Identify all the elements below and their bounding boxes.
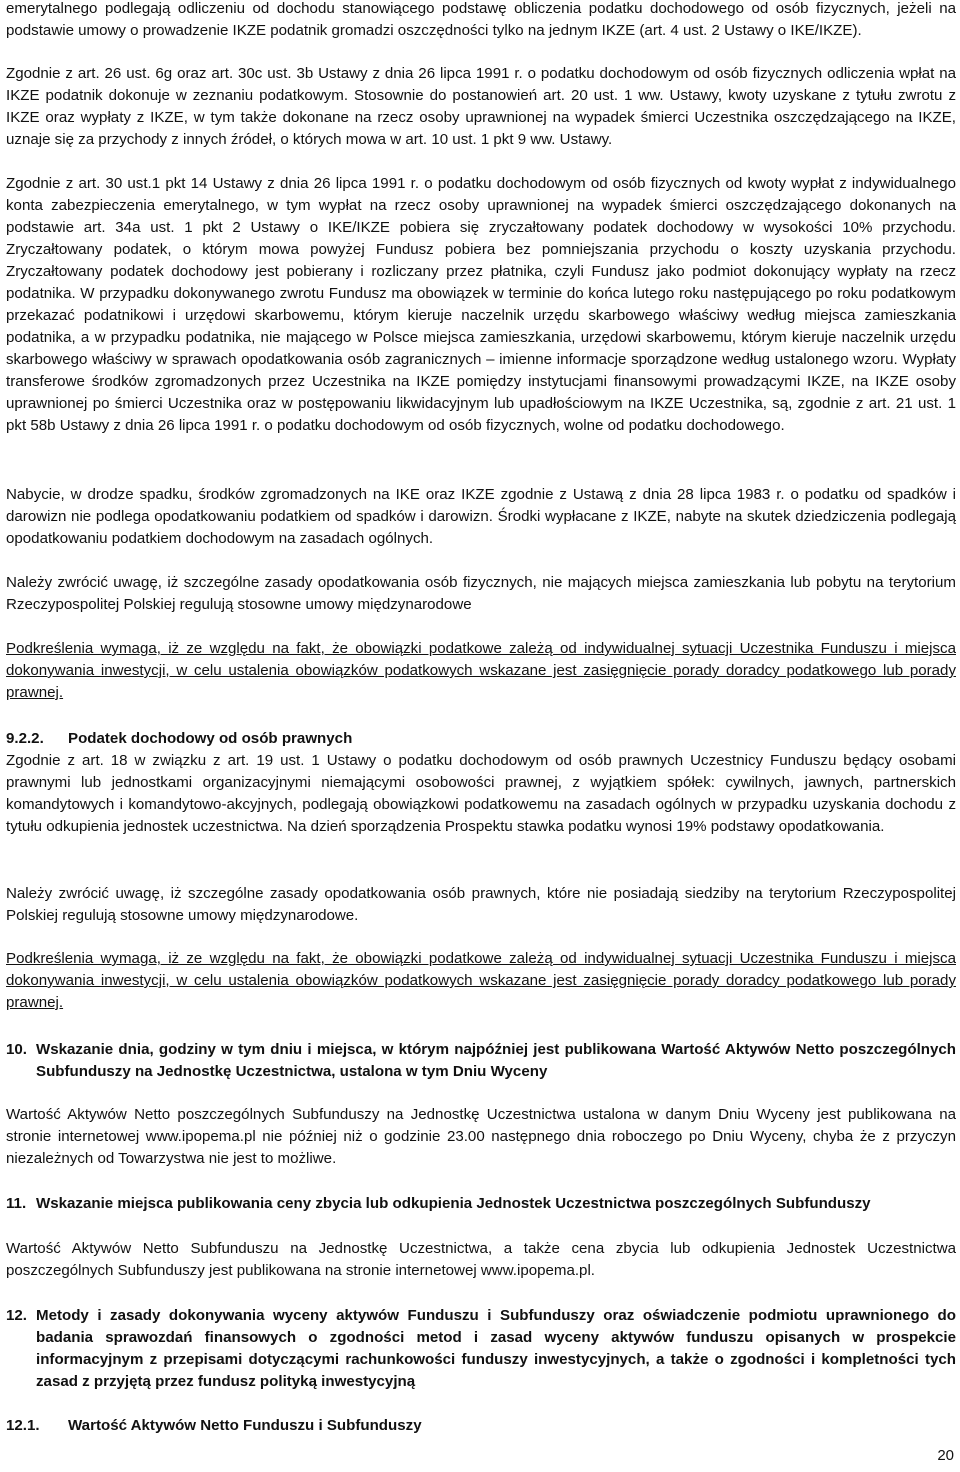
paragraph-ikze-deduction: emerytalnego podlegają odliczeniu od dochodu stanowiącego podstawę obliczenia podatku dochodowego od osób fizycznych, jeżeli na podstawie umowy o prowadzenie IKZE podatnik gromadzi oszczędności tylko na jednym IKZE (art. 4 ust. 2 Ustawy o IKE/IKZE). [6,0,956,39]
page-number: 20 [937,1447,954,1464]
subsection-number: 9.2.2. [6,730,44,747]
section-10-heading [6,1039,956,1083]
paragraph-legal-persons-tax: Zgodnie z art. 18 w związku z art. 19 ust. 1 Ustawy o podatku dochodowym od osób prawnych Uczestnicy Funduszu będący osobami prawnymi lub jednostkami organizacyjnymi niemającymi osobowości prawnej, z wyjątkiem spółek: cywilnych, jawnych, partnerskich komandytowych i komandytowo-akcyjnych, podlegają obowiązkowi podatkowemu na zasadach ogólnych w przypadku uzyskania dochodu z tytułu odkupienia jednostek uczestnictwa. Na dzień sporządzenia Prospektu stawka podatku wynosi 19% podstawy opodatkowania. [6,752,956,835]
paragraph-flat-rate-tax: Zgodnie z art. 30 ust.1 pkt 14 Ustawy z dnia 26 lipca 1991 r. o podatku dochodowym od osób fizycznych od kwoty wypłat z indywidualnego konta zabezpieczenia emerytalnego, w tym wypłat na rzecz osoby uprawnionej na wypadek śmierci oszczędzającego dokonanych na podstawie art. 34a ust. 1 pkt 2 Ustawy o IKE/IKZE pobiera się zryczałtowany podatek dochodowy w wysokości 10% przychodu. Zryczałtowany podatek, o którym mowa powyżej Fundusz pobiera bez pomniejszania przychodu o koszty uzyskania przychodu. Zryczałtowany podatek dochodowy jest pobierany i rozliczany przez płatnika, czyli Fundusz jako podmiot dokonujący wypłaty na rzecz podatnika. W przypadku dokonywanego zwrotu Fundusz ma obowiązek w terminie do końca lutego roku następującego po roku podatkowym przekazać podatnikowi i urzędowi skarbowemu, którym kieruje naczelnik urzędu skarbowego właściwy według miejsca zamieszkania podatnika, a w przypadku podatnika, nie mającego w Polsce miejsca zamieszkania, urzędowi skarbowemu, którym kieruje naczelnik urzędu skarbowego właściwy w sprawach opodatkowania osób zagranicznych – imienne informacje sporządzone według ustalonego wzoru. Wypłaty transferowe środków zgromadzonych przez Uczestnika na IKZE pomiędzy instytucjami finansowymi prowadzącymi IKZE, na IKZE osoby uprawnionej po śmierci Uczestnika oraz w postępowaniu likwidacyjnym lub upadłościowym na IKZE Uczestnika, są, zgodnie z art. 21 ust. 1 pkt 58b Ustawy z dnia 26 lipca 1991 r. o podatku dochodowym od osób fizycznych, wolne od podatku dochodowego. [6,175,956,434]
section-number: 12. [6,1307,27,1324]
paragraph-nav-publication: Wartość Aktywów Netto poszczególnych Subfunduszy na Jednostkę Uczestnictwa ustalona w danym Dniu Wyceny jest publikowana na stronie internetowej www.ipopema.pl nie później niż o godzinie 23.00 następnego dnia roboczego po Dniu Wyceny, chyba że z przyczyn niezależnych od Towarzystwa nie jest to możliwe. [6,1106,956,1167]
section-title: Metody i zasady dokonywania wyceny aktywów Funduszu i Subfunduszy oraz oświadczenie podmiotu uprawnionego do badania sprawozdań finansowych o zgodności metod i zasad wyceny aktywów funduszu opisanych w prospekcie informacyjnym z przepisami dotyczącymi rachunkowości funduszy inwestycyjnych, a także o zgodności i kompletności tych zasad z przyjętą przez fundusz polityką inwestycyjną [36,1307,956,1390]
paragraph-inheritance: Nabycie, w drodze spadku, środków zgromadzonych na IKE oraz IKZE zgodnie z Ustawą z dnia 28 lipca 1983 r. o podatku od spadków i darowizn nie podlega opodatkowaniu podatkiem od spadków i darowizn. Środki wypłacane z IKZE, nabyte na skutek dziedziczenia podlegają opodatkowaniu podatkiem dochodowym na zasadach ogólnych. [6,486,956,547]
paragraph-deduction-in-tax-return: Zgodnie z art. 26 ust. 6g oraz art. 30c ust. 3b Ustawy z dnia 26 lipca 1991 r. o podatku dochodowym od osób fizycznych odliczenia wpłat na IKZE podatnik dokonuje w zeznaniu podatkowym. Stosownie do postanowień art. 20 ust. 1 ww. Ustawy, kwoty uzyskane z tytułu zwrotu z IKZE oraz wypłaty z IKZE, w tym także dokonane na rzecz osoby uprawnionej na wypadek śmierci Uczestnika oszczędzającego na IKZE, uznaje się za przychody z innych źródeł, o których mowa w art. 10 ust. 1 pkt 9 ww. Ustawy. [6,65,956,148]
section-number: 10. [6,1041,27,1058]
section-title: Wskazanie dnia, godziny w tym dniu i miejsca, w którym najpóźniej jest publikowana Wartość Aktywów Netto poszczególnych Subfunduszy na Jednostkę Uczestnictwa, ustalona w tym Dniu Wyceny [36,1041,956,1080]
subsection-12-1-heading [6,1415,956,1437]
paragraph-foreign-individuals: Należy zwrócić uwagę, iż szczególne zasady opodatkowania osób fizycznych, nie mających miejsca zamieszkania lub pobytu na terytorium Rzeczypospolitej Polskiej regulują stosowne umowy międzynarodowe [6,574,956,613]
paragraph-tax-advice-note-1: Podkreślenia wymaga, iż ze względu na fakt, że obowiązki podatkowe zależą od indywidualnej sytuacji Uczestnika Funduszu i miejsca dokonywania inwestycji, w celu ustalenia obowiązków podatkowych wskazane jest zasięgnięcie porady doradcy podatkowego lub porady prawnej. [6,640,956,701]
paragraph-price-publication: Wartość Aktywów Netto Subfunduszu na Jednostkę Uczestnictwa, a także cena zbycia lub odkupienia Jednostek Uczestnictwa poszczególnych Subfunduszy jest publikowana na stronie internetowej www.ipopema.pl. [6,1240,956,1279]
subsection-number: 12.1. [6,1417,40,1434]
paragraph-foreign-legal-persons: Należy zwrócić uwagę, iż szczególne zasady opodatkowania osób prawnych, które nie posiadają siedziby na terytorium Rzeczypospolitej Polskiej regulują stosowne umowy międzynarodowe. [6,885,956,924]
section-11-heading [6,1193,956,1215]
paragraph-tax-advice-note-2: Podkreślenia wymaga, iż ze względu na fakt, że obowiązki podatkowe zależą od indywidualnej sytuacji Uczestnika Funduszu i miejsca dokonywania inwestycji, w celu ustalenia obowiązków podatkowych wskazane jest zasięgnięcie porady doradcy podatkowego lub porady prawnej. [6,950,956,1011]
section-12-heading [6,1305,956,1393]
subsection-title: Wartość Aktywów Netto Funduszu i Subfunduszy [68,1417,422,1434]
subsection-9-2-2-heading [6,728,956,750]
section-title: Wskazanie miejsca publikowania ceny zbycia lub odkupienia Jednostek Uczestnictwa poszczególnych Subfunduszy [36,1195,871,1212]
subsection-title: Podatek dochodowy od osób prawnych [68,730,353,747]
section-number: 11. [6,1195,27,1212]
